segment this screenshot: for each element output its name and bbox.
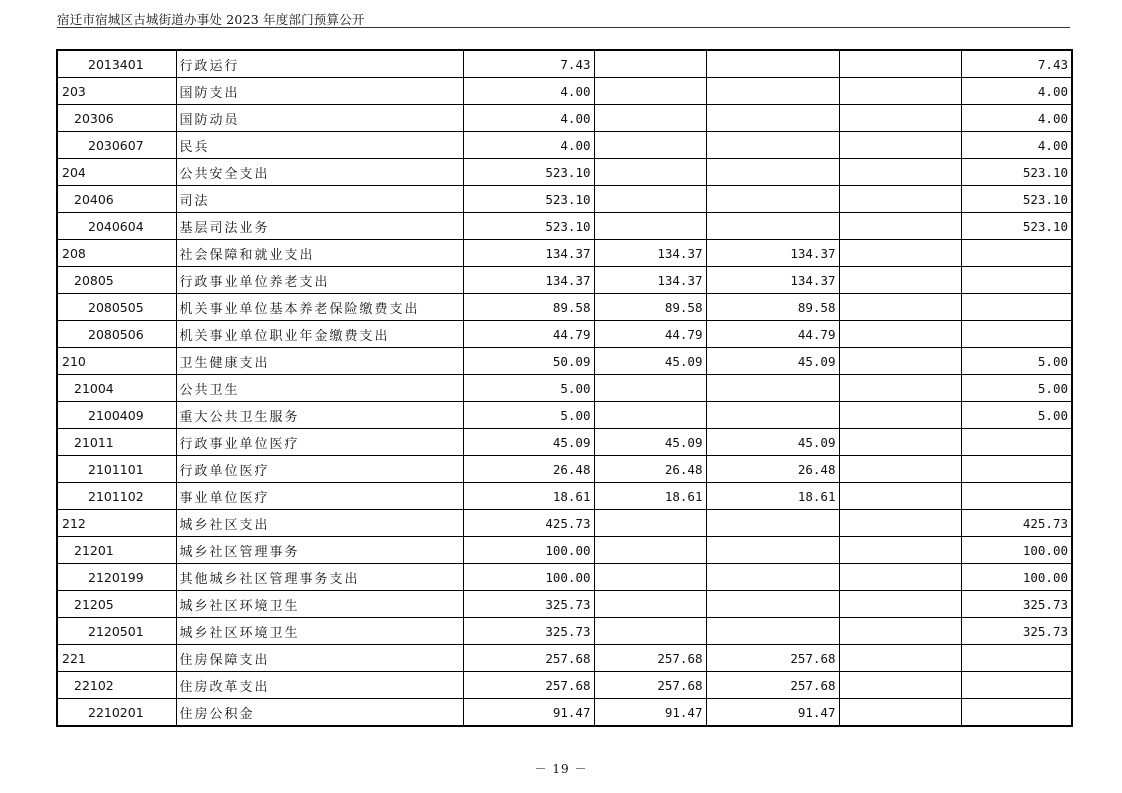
table-row [57,267,1072,294]
basic-expenditure-cell: 18.61 [594,483,706,510]
project-expenditure-cell: 5.00 [961,375,1072,402]
table-row [57,132,1072,159]
total-amount-cell: 5.00 [463,402,594,429]
total-amount-cell: 44.79 [463,321,594,348]
total-amount-cell: 5.00 [463,375,594,402]
public-expenditure-cell [839,348,961,375]
table-row [57,186,1072,213]
table-row [57,375,1072,402]
project-expenditure-cell [961,321,1072,348]
subject-name-cell: 行政运行 [176,50,463,78]
public-expenditure-cell [839,402,961,429]
project-expenditure-cell: 4.00 [961,132,1072,159]
table-row [57,537,1072,564]
total-amount-cell: 134.37 [463,267,594,294]
subject-code-cell: 2120199 [57,564,176,591]
table-row [57,78,1072,105]
table-row [57,402,1072,429]
basic-expenditure-cell [594,50,706,78]
table-body [57,50,1072,726]
total-amount-cell: 89.58 [463,294,594,321]
public-expenditure-cell [839,213,961,240]
public-expenditure-cell [839,456,961,483]
public-expenditure-cell [839,483,961,510]
public-expenditure-cell [839,429,961,456]
project-expenditure-cell [961,456,1072,483]
project-expenditure-cell: 5.00 [961,348,1072,375]
subject-name-cell: 社会保障和就业支出 [176,240,463,267]
personnel-expenditure-cell: 89.58 [706,294,839,321]
total-amount-cell: 4.00 [463,78,594,105]
personnel-expenditure-cell: 257.68 [706,645,839,672]
project-expenditure-cell: 7.43 [961,50,1072,78]
personnel-expenditure-cell [706,402,839,429]
personnel-expenditure-cell [706,510,839,537]
basic-expenditure-cell: 44.79 [594,321,706,348]
basic-expenditure-cell [594,510,706,537]
total-amount-cell: 134.37 [463,240,594,267]
subject-code-cell: 210 [57,348,176,375]
public-expenditure-cell [839,672,961,699]
personnel-expenditure-cell: 44.79 [706,321,839,348]
basic-expenditure-cell: 26.48 [594,456,706,483]
subject-name-cell: 基层司法业务 [176,213,463,240]
subject-code-cell: 203 [57,78,176,105]
public-expenditure-cell [839,186,961,213]
subject-code-cell: 2080505 [57,294,176,321]
basic-expenditure-cell [594,186,706,213]
subject-code-cell: 208 [57,240,176,267]
subject-name-cell: 住房公积金 [176,699,463,727]
public-expenditure-cell [839,321,961,348]
personnel-expenditure-cell [706,537,839,564]
subject-code-cell: 2210201 [57,699,176,727]
table-row [57,645,1072,672]
total-amount-cell: 257.68 [463,645,594,672]
basic-expenditure-cell: 91.47 [594,699,706,727]
subject-name-cell: 行政事业单位养老支出 [176,267,463,294]
project-expenditure-cell: 325.73 [961,591,1072,618]
public-expenditure-cell [839,50,961,78]
subject-name-cell: 其他城乡社区管理事务支出 [176,564,463,591]
personnel-expenditure-cell [706,105,839,132]
project-expenditure-cell: 523.10 [961,159,1072,186]
public-expenditure-cell [839,159,961,186]
personnel-expenditure-cell [706,375,839,402]
public-expenditure-cell [839,699,961,727]
subject-code-cell: 21205 [57,591,176,618]
project-expenditure-cell: 325.73 [961,618,1072,645]
total-amount-cell: 7.43 [463,50,594,78]
subject-name-cell: 住房改革支出 [176,672,463,699]
total-amount-cell: 4.00 [463,132,594,159]
total-amount-cell: 325.73 [463,591,594,618]
basic-expenditure-cell: 45.09 [594,429,706,456]
budget-expenditure-table [56,49,1073,727]
basic-expenditure-cell [594,132,706,159]
project-expenditure-cell [961,645,1072,672]
public-expenditure-cell [839,510,961,537]
table-row [57,159,1072,186]
document-header-title: 宿迁市宿城区古城街道办事处 2023 年度部门预算公开 [57,12,365,27]
table-row [57,564,1072,591]
subject-name-cell: 重大公共卫生服务 [176,402,463,429]
project-expenditure-cell [961,483,1072,510]
table-row [57,618,1072,645]
table-row [57,456,1072,483]
public-expenditure-cell [839,537,961,564]
subject-code-cell: 2080506 [57,321,176,348]
basic-expenditure-cell [594,591,706,618]
table-row [57,348,1072,375]
personnel-expenditure-cell [706,618,839,645]
table-row [57,591,1072,618]
personnel-expenditure-cell [706,186,839,213]
subject-code-cell: 20406 [57,186,176,213]
total-amount-cell: 523.10 [463,159,594,186]
project-expenditure-cell [961,267,1072,294]
subject-code-cell: 2040604 [57,213,176,240]
public-expenditure-cell [839,78,961,105]
table-row [57,213,1072,240]
subject-name-cell: 机关事业单位职业年金缴费支出 [176,321,463,348]
subject-code-cell: 204 [57,159,176,186]
total-amount-cell: 257.68 [463,672,594,699]
total-amount-cell: 523.10 [463,186,594,213]
subject-name-cell: 卫生健康支出 [176,348,463,375]
table-row [57,699,1072,727]
table-row [57,321,1072,348]
page-number: － 19 － [534,762,588,776]
total-amount-cell: 100.00 [463,537,594,564]
personnel-expenditure-cell [706,213,839,240]
basic-expenditure-cell [594,618,706,645]
public-expenditure-cell [839,645,961,672]
basic-expenditure-cell: 134.37 [594,240,706,267]
project-expenditure-cell [961,699,1072,727]
project-expenditure-cell: 425.73 [961,510,1072,537]
personnel-expenditure-cell: 91.47 [706,699,839,727]
subject-code-cell: 22102 [57,672,176,699]
basic-expenditure-cell: 45.09 [594,348,706,375]
basic-expenditure-cell [594,375,706,402]
subject-code-cell: 20805 [57,267,176,294]
table-row [57,105,1072,132]
subject-code-cell: 21011 [57,429,176,456]
total-amount-cell: 18.61 [463,483,594,510]
personnel-expenditure-cell [706,78,839,105]
personnel-expenditure-cell: 45.09 [706,429,839,456]
subject-name-cell: 机关事业单位基本养老保险缴费支出 [176,294,463,321]
header-rule [57,27,1070,28]
subject-code-cell: 21004 [57,375,176,402]
public-expenditure-cell [839,618,961,645]
public-expenditure-cell [839,294,961,321]
basic-expenditure-cell [594,105,706,132]
subject-code-cell: 2101101 [57,456,176,483]
public-expenditure-cell [839,105,961,132]
subject-name-cell: 城乡社区支出 [176,510,463,537]
personnel-expenditure-cell [706,50,839,78]
personnel-expenditure-cell [706,564,839,591]
personnel-expenditure-cell: 18.61 [706,483,839,510]
project-expenditure-cell: 100.00 [961,537,1072,564]
total-amount-cell: 100.00 [463,564,594,591]
basic-expenditure-cell: 89.58 [594,294,706,321]
table-row [57,294,1072,321]
table-row [57,510,1072,537]
table-row [57,50,1072,78]
subject-code-cell: 20306 [57,105,176,132]
public-expenditure-cell [839,132,961,159]
project-expenditure-cell: 523.10 [961,213,1072,240]
personnel-expenditure-cell [706,159,839,186]
project-expenditure-cell [961,429,1072,456]
project-expenditure-cell: 100.00 [961,564,1072,591]
total-amount-cell: 50.09 [463,348,594,375]
project-expenditure-cell: 4.00 [961,78,1072,105]
project-expenditure-cell: 5.00 [961,402,1072,429]
public-expenditure-cell [839,240,961,267]
table-row [57,672,1072,699]
project-expenditure-cell: 523.10 [961,186,1072,213]
subject-code-cell: 21201 [57,537,176,564]
project-expenditure-cell [961,294,1072,321]
basic-expenditure-cell [594,402,706,429]
subject-code-cell: 2101102 [57,483,176,510]
table-row [57,483,1072,510]
basic-expenditure-cell: 257.68 [594,645,706,672]
subject-code-cell: 2030607 [57,132,176,159]
project-expenditure-cell: 4.00 [961,105,1072,132]
subject-name-cell: 公共安全支出 [176,159,463,186]
project-expenditure-cell [961,672,1072,699]
subject-code-cell: 2013401 [57,50,176,78]
basic-expenditure-cell [594,159,706,186]
table-row [57,429,1072,456]
total-amount-cell: 523.10 [463,213,594,240]
personnel-expenditure-cell: 26.48 [706,456,839,483]
subject-code-cell: 2120501 [57,618,176,645]
total-amount-cell: 26.48 [463,456,594,483]
basic-expenditure-cell [594,537,706,564]
basic-expenditure-cell [594,213,706,240]
subject-name-cell: 行政单位医疗 [176,456,463,483]
basic-expenditure-cell [594,78,706,105]
personnel-expenditure-cell: 134.37 [706,267,839,294]
subject-name-cell: 公共卫生 [176,375,463,402]
total-amount-cell: 91.47 [463,699,594,727]
subject-name-cell: 住房保障支出 [176,645,463,672]
subject-name-cell: 城乡社区环境卫生 [176,618,463,645]
personnel-expenditure-cell: 134.37 [706,240,839,267]
personnel-expenditure-cell: 45.09 [706,348,839,375]
subject-code-cell: 212 [57,510,176,537]
public-expenditure-cell [839,375,961,402]
personnel-expenditure-cell: 257.68 [706,672,839,699]
subject-name-cell: 事业单位医疗 [176,483,463,510]
subject-code-cell: 2100409 [57,402,176,429]
project-expenditure-cell [961,240,1072,267]
public-expenditure-cell [839,591,961,618]
table-row [57,240,1072,267]
basic-expenditure-cell [594,564,706,591]
basic-expenditure-cell: 257.68 [594,672,706,699]
basic-expenditure-cell: 134.37 [594,267,706,294]
subject-name-cell: 城乡社区环境卫生 [176,591,463,618]
public-expenditure-cell [839,564,961,591]
subject-name-cell: 民兵 [176,132,463,159]
subject-name-cell: 国防支出 [176,78,463,105]
subject-code-cell: 221 [57,645,176,672]
total-amount-cell: 45.09 [463,429,594,456]
subject-name-cell: 司法 [176,186,463,213]
public-expenditure-cell [839,267,961,294]
total-amount-cell: 425.73 [463,510,594,537]
personnel-expenditure-cell [706,591,839,618]
personnel-expenditure-cell [706,132,839,159]
total-amount-cell: 4.00 [463,105,594,132]
subject-name-cell: 城乡社区管理事务 [176,537,463,564]
subject-name-cell: 行政事业单位医疗 [176,429,463,456]
subject-name-cell: 国防动员 [176,105,463,132]
total-amount-cell: 325.73 [463,618,594,645]
